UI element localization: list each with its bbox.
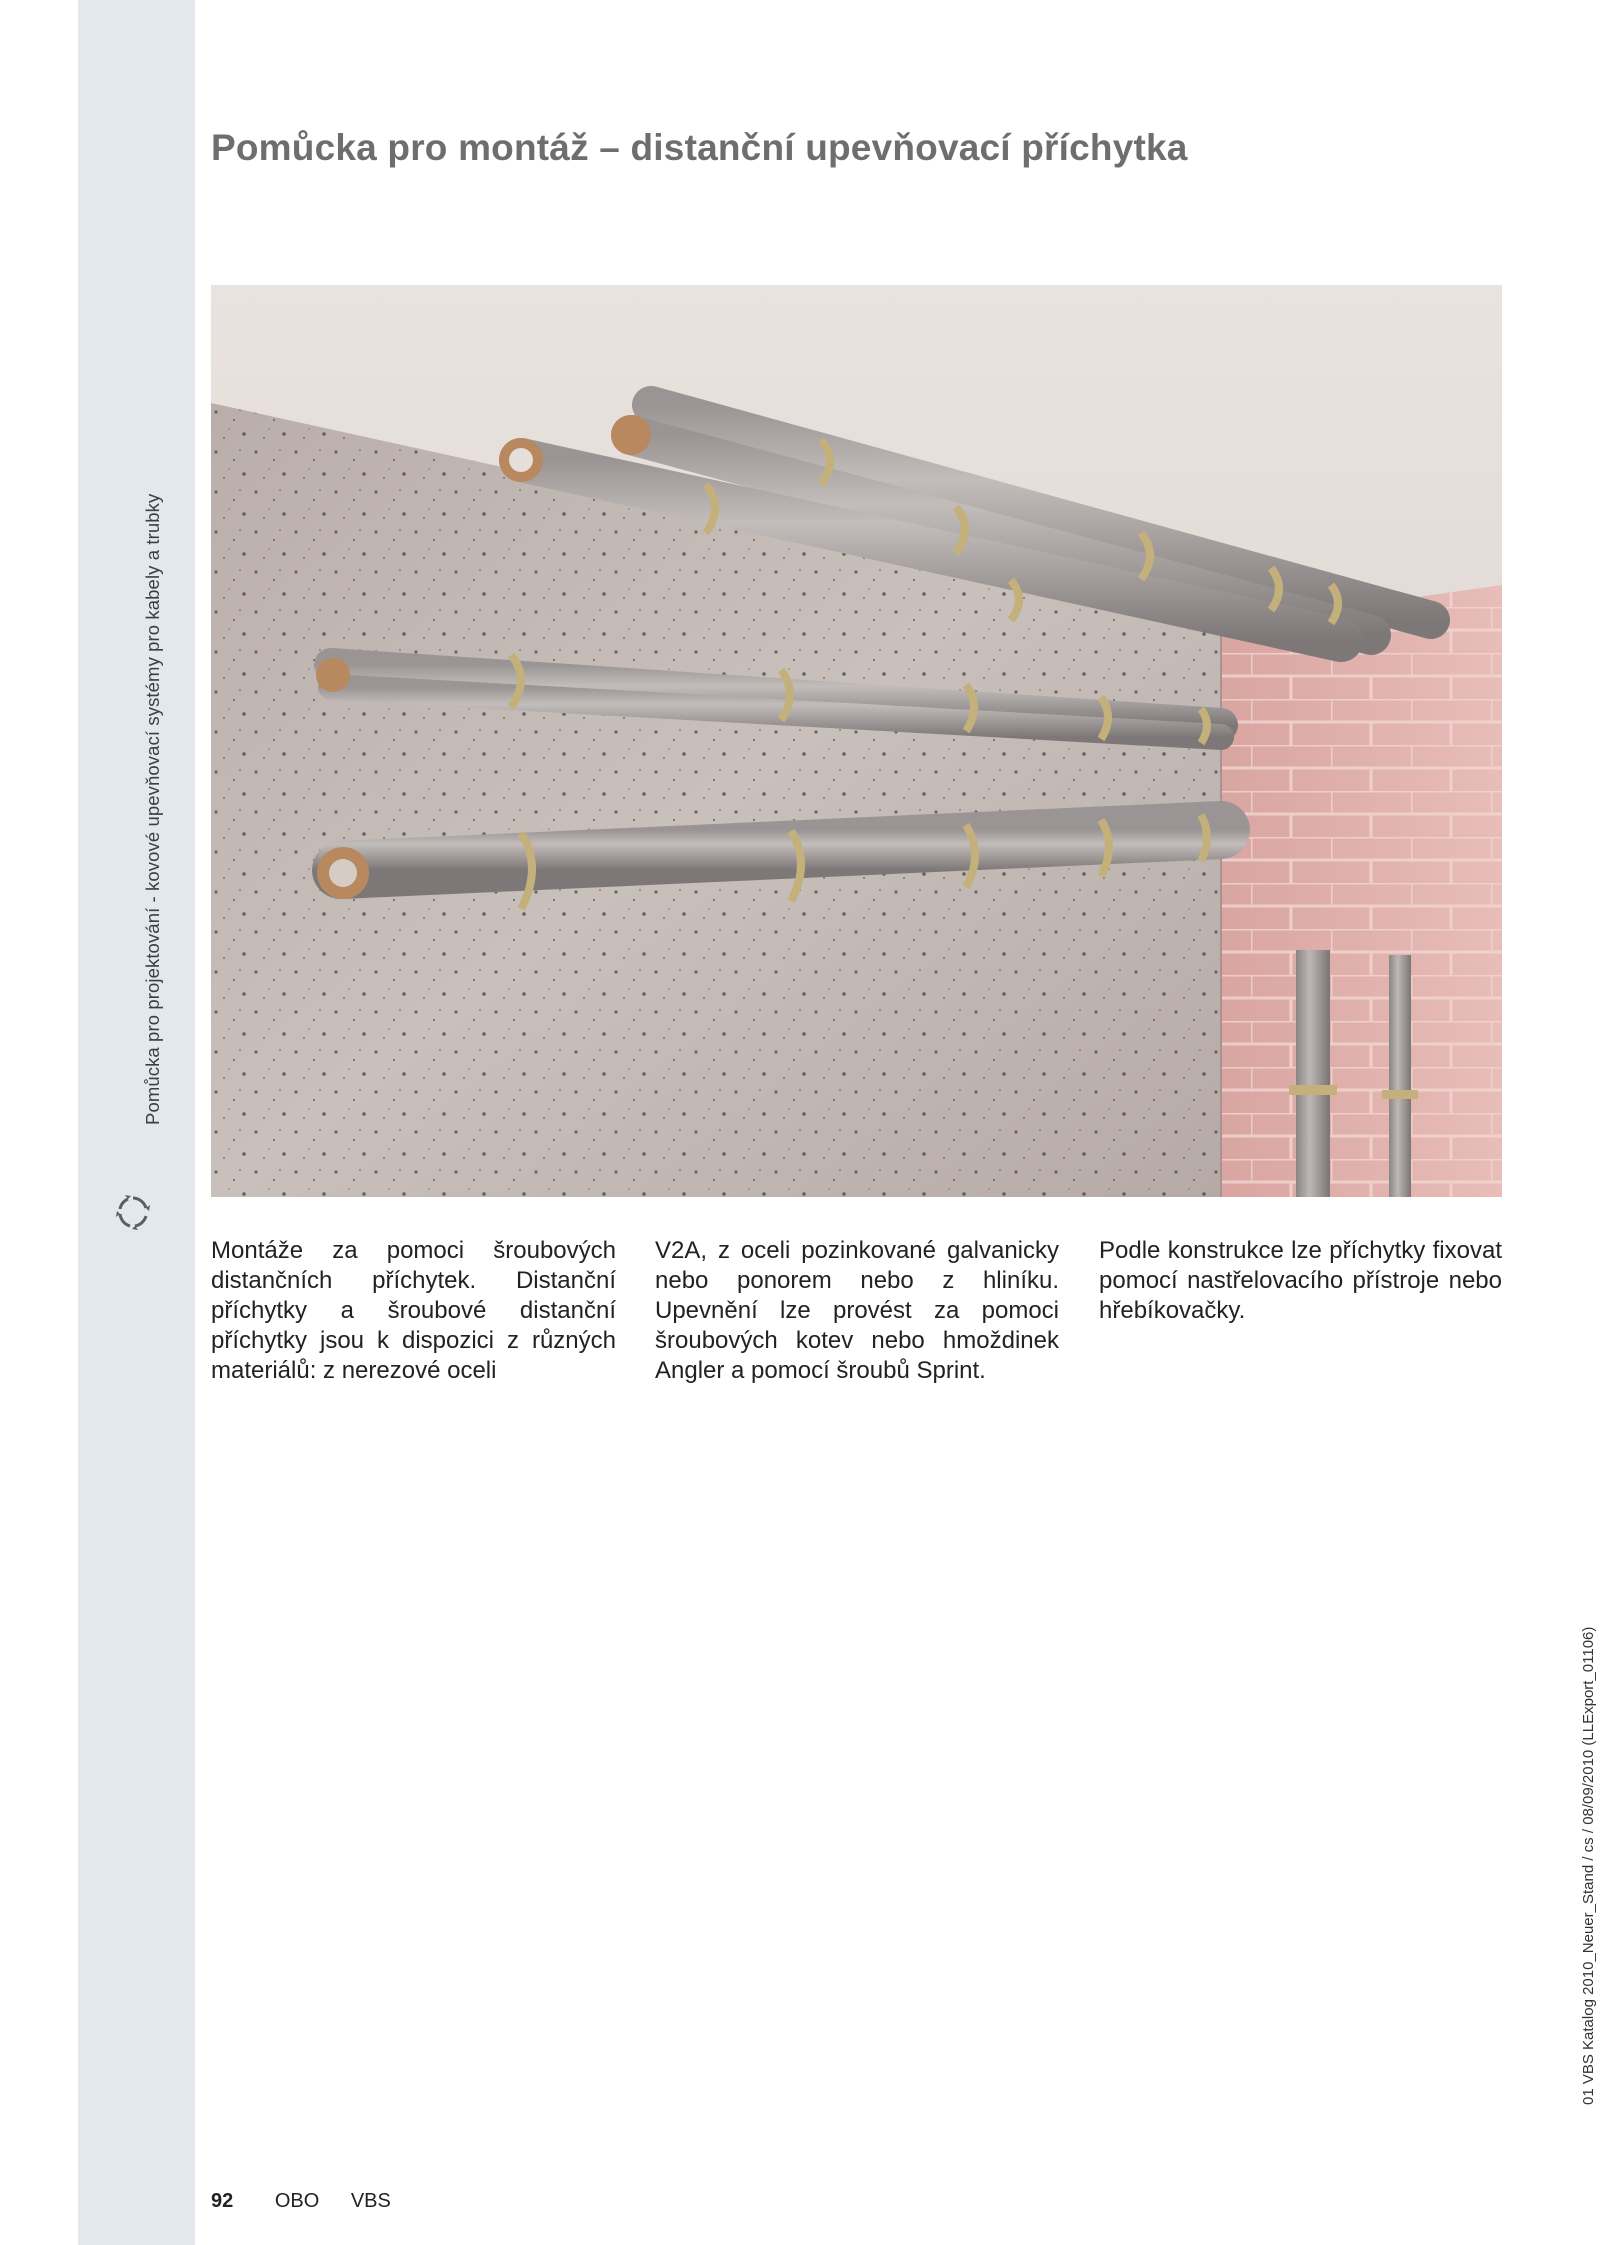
page-title: Pomůcka pro montáž – distanční upevňovací příchytka [211,127,1188,168]
text-column-3 [1099,1236,1502,1326]
paragraph: Podle konstrukce lze příchytky fixovat pomocí nastřelovacího přístroje nebo hřebíkovačky. [1099,1237,1502,1324]
paragraph: Montáže za pomoci šroubových distančních příchytek. Distanční příchytky a šroubové distanční příchytky jsou k dispozici z různých materiálů: z nerezové oceli [211,1237,616,1384]
paragraph: V2A, z oceli pozinkované galvanicky nebo ponorem nebo z hliníku. Upevnění lze provést za pomoci šroubových kotev nebo hmoždinek Angler a pomocí šroubů Sprint. [655,1237,1059,1384]
export-identifier: 01 VBS Katalog 2010_Neuer_Stand / cs / 08/09/2010 (LLExport_01106) [1580,1626,1597,2105]
section-vertical-label: Pomůcka pro projektování - kovové upevňovací systémy pro kabely a trubky [142,493,163,1125]
text-column-1 [211,1236,616,1386]
brand-label: OBO [274,2190,320,2212]
page-footer [211,2190,391,2213]
sidebar-band [78,0,195,2245]
recycle-arrows-icon [113,1192,153,1232]
page-number: 92 [211,2190,234,2212]
series-label: VBS [350,2190,391,2212]
text-column-2 [655,1236,1059,1386]
pipes-on-wall-illustration [211,285,1502,1197]
